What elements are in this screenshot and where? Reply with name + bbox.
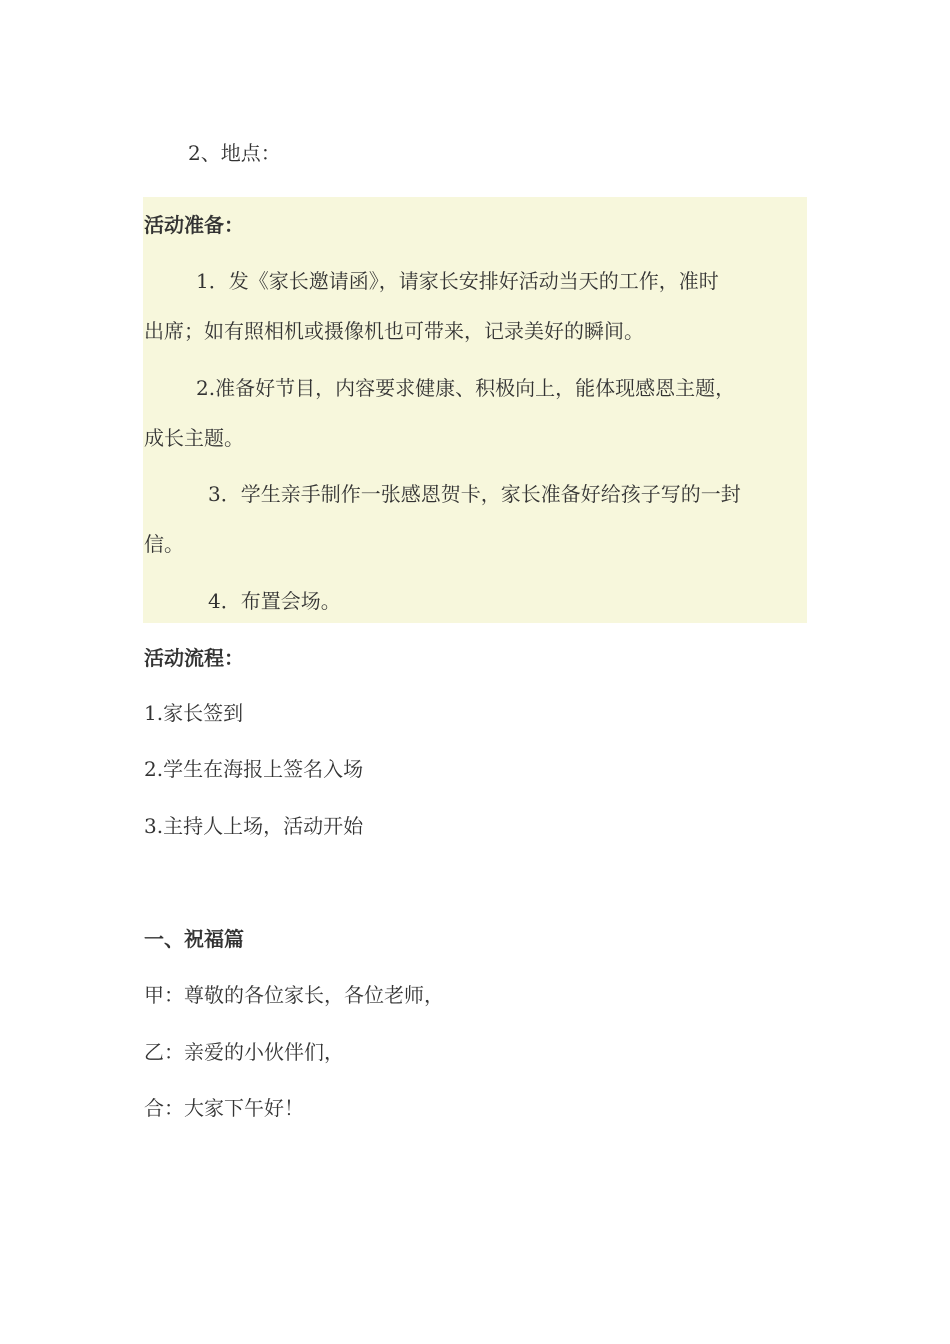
process-heading: 活动流程： — [144, 646, 244, 670]
process-item-2: 2.学生在海报上签名入场 — [144, 757, 364, 781]
preparation-item-3-line-2: 信。 — [144, 532, 184, 556]
location-line: 2、地点： — [188, 141, 281, 165]
preparation-heading: 活动准备： — [144, 213, 244, 237]
preparation-highlight-box — [143, 197, 807, 623]
dialogue-line-yi: 乙：亲爱的小伙伴们， — [144, 1040, 344, 1064]
preparation-item-2-line-2: 成长主题。 — [144, 426, 244, 450]
dialogue-line-he: 合：大家下午好！ — [144, 1096, 304, 1120]
process-item-3: 3.主持人上场，活动开始 — [144, 814, 364, 838]
preparation-item-4-line-1: 4．布置会场。 — [208, 589, 341, 613]
preparation-item-3-line-1: 3．学生亲手制作一张感恩贺卡，家长准备好给孩子写的一封 — [208, 482, 741, 506]
preparation-item-1-line-1: 1．发《家长邀请函》，请家长安排好活动当天的工作，准时 — [196, 269, 719, 293]
section-one-heading: 一、祝福篇 — [144, 927, 244, 951]
preparation-item-2-line-1: 2.准备好节目，内容要求健康、积极向上，能体现感恩主题， — [196, 376, 736, 400]
preparation-item-1-line-2: 出席；如有照相机或摄像机也可带来，记录美好的瞬间。 — [144, 319, 644, 343]
process-item-1: 1.家长签到 — [144, 701, 244, 725]
dialogue-line-jia: 甲：尊敬的各位家长，各位老师， — [144, 983, 444, 1007]
